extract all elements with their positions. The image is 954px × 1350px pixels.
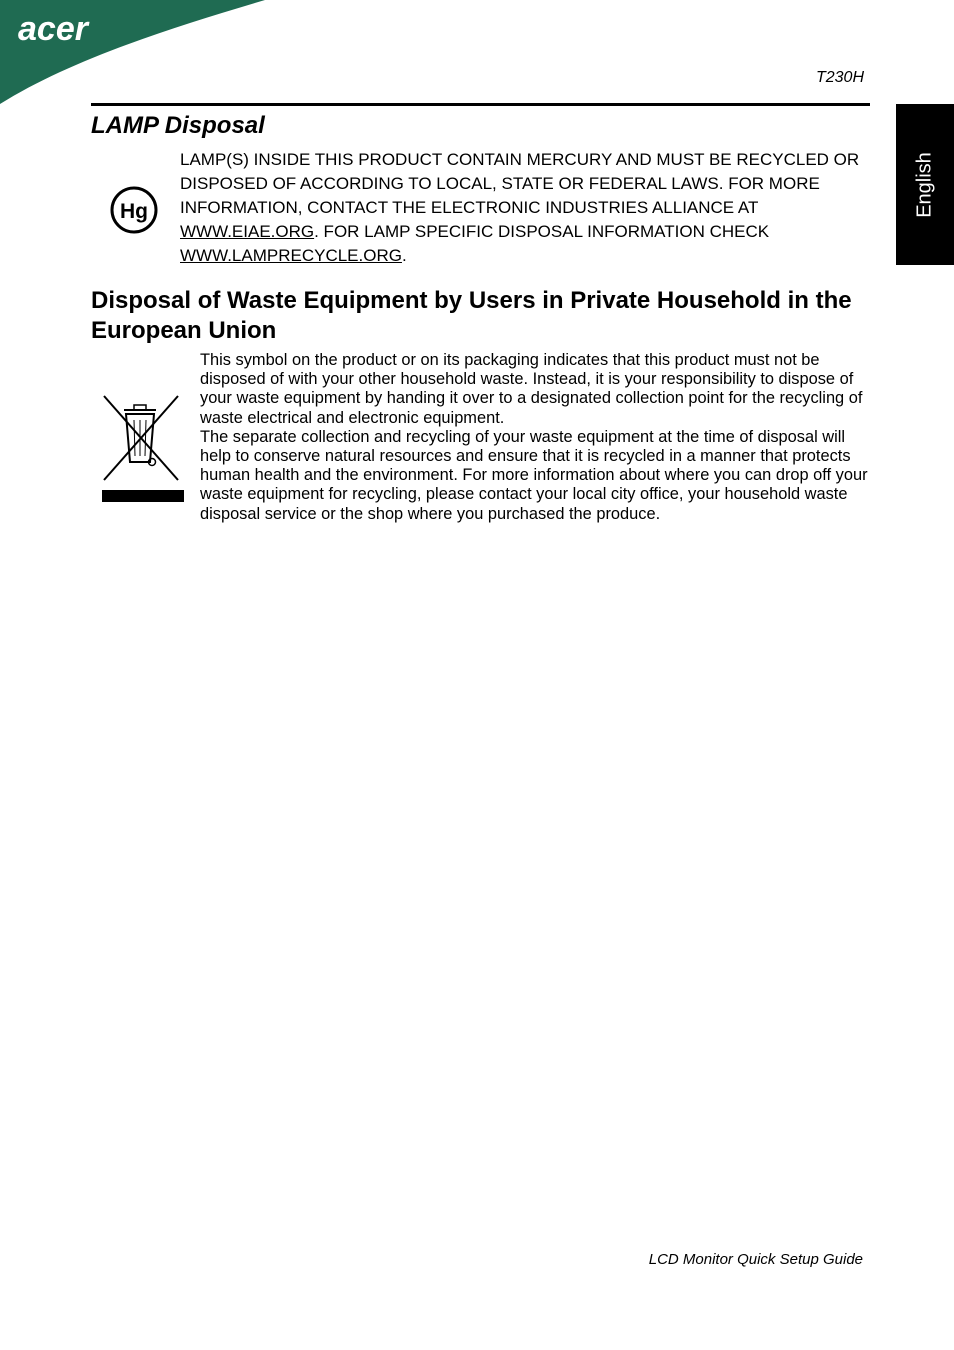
lamp-text-part-1: LAMP(S) INSIDE THIS PRODUCT CONTAIN MERCURY AND MUST BE RECYCLED OR DISPOSED OF ACCORDING TO LOCAL, STATE OR FEDERAL LAWS. FOR MORE INFORMATION, CONTACT THE ELECTRONIC INDUSTRIES ALLIANCE AT — [180, 150, 860, 217]
hg-icon-label: Hg — [120, 200, 148, 223]
crossed-out-bin-icon — [94, 384, 186, 508]
weee-paragraph-2: The separate collection and recycling of your waste equipment at the time of disposal will help to conserve natural resources and ensure that it is recycled in a manner that protects human health and the environment. For more information about where you can drop off your waste equipment for recycling, please contact your local city office, your household waste disposal service or the shop where you purchased the produce. — [200, 427, 868, 523]
weee-text — [200, 351, 870, 524]
acer-logo — [0, 0, 270, 110]
lamp-disposal-heading: LAMP Disposal — [91, 112, 265, 139]
lamp-disposal-text — [180, 148, 870, 268]
language-tab — [896, 104, 954, 265]
lamprecycle-link[interactable]: WWW.LAMPRECYCLE.ORG — [180, 246, 402, 265]
acer-wordmark: acer — [18, 10, 88, 48]
lamp-text-part-2: . FOR LAMP SPECIFIC DISPOSAL INFORMATION CHECK — [314, 222, 770, 241]
language-tab-label: English — [913, 151, 936, 218]
weee-heading: Disposal of Waste Equipment by Users in Private Household in the European Union — [91, 287, 852, 344]
eiae-link[interactable]: WWW.EIAE.ORG — [180, 222, 315, 241]
lamp-text-part-3: . — [401, 246, 407, 265]
footer-guide-title: LCD Monitor Quick Setup Guide — [648, 1251, 863, 1268]
weee-paragraph-1: This symbol on the product or on its packaging indicates that this product must not be disposed of with your other household waste. Instead, it is your responsibility to dispose of your waste equipment by handing it over to a designated collection point for the recycling of waste electrical and electronic equipment. — [200, 351, 863, 427]
header-divider — [91, 103, 870, 106]
model-number: T230H — [815, 69, 864, 86]
mercury-hg-icon — [108, 184, 160, 236]
